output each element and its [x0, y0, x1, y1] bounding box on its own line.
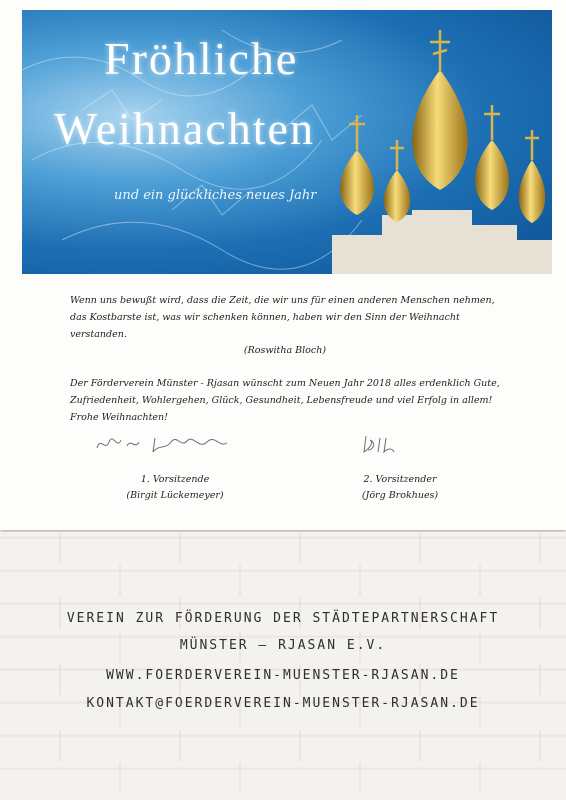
second-chair-block	[330, 472, 470, 504]
title-line-1: Fröhliche	[104, 33, 299, 84]
footer-association-name: VEREIN ZUR FÖRDERUNG DER STÄDTEPARTNERSCHAFT	[66, 611, 500, 626]
first-chair-role: 1. Vorsitzende	[140, 474, 210, 485]
second-chair-role: 2. Vorsitzender	[363, 474, 437, 485]
footer-association-city: MÜNSTER – RJASAN E.V.	[179, 638, 387, 653]
onion-domes-illustration	[322, 10, 552, 274]
first-chair-name: (Birgit Lückemeyer)	[126, 490, 224, 501]
banner-image	[22, 10, 552, 274]
first-chair-block	[100, 472, 250, 504]
greeting-text: Der Förderverein Münster - Rjasan wünscht zum Neuen Jahr 2018 alles erdenklich Gute, Zufriedenheit, Wohlergehen, Glück, Gesundheit, Lebensfreude und viel Erfolg in allem! Frohe Weihnachten!	[70, 378, 500, 423]
signature-first-chair	[95, 432, 235, 456]
quote-text: Wenn uns bewußt wird, dass die Zeit, die wir uns für einen anderen Menschen nehmen, das Kostbarste ist, was wir schenken können, haben wir den Sinn der Weihnacht verstanden.	[70, 295, 495, 340]
second-chair-name: (Jörg Brokhues)	[361, 490, 439, 501]
quote-author: (Roswitha Bloch)	[243, 345, 327, 356]
title-line-2: Weihnachten	[54, 103, 315, 154]
brick-texture	[0, 532, 566, 800]
footer-website: WWW.FOERDERVEREIN-MUENSTER-RJASAN.DE	[106, 668, 460, 683]
footer-email: KONTAKT@FOERDERVEREIN-MUENSTER-RJASAN.DE	[86, 696, 480, 711]
signature-second-chair	[360, 432, 400, 456]
brick-wall-footer	[0, 532, 566, 800]
subtitle: und ein glückliches neues Jahr	[114, 188, 317, 203]
